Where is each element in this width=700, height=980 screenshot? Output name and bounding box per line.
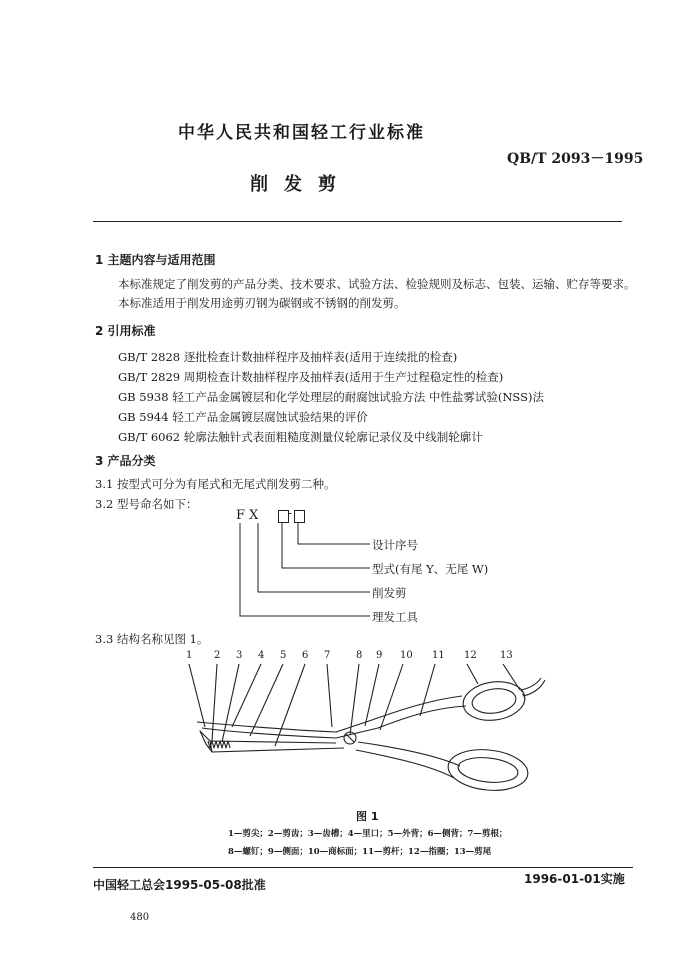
implementation-date: 1996-01-01实施 — [524, 872, 625, 886]
model-code-separator: - — [288, 506, 293, 520]
footer-divider — [93, 867, 633, 868]
figure-title: 图 1 — [356, 810, 379, 823]
figure-caption-line-1: 1—剪尖；2—剪齿；3—齿槽；4—里口；5—外背；6—侧背；7—剪根； — [228, 829, 508, 839]
approval-date: 中国轻工总会1995-05-08批准 — [93, 878, 266, 892]
reference-item: GB 5938 轻工产品金属镀层和化学处理层的耐腐蚀试验方法 中性盐雾试验(NSS)法 — [118, 390, 544, 404]
document-title: 削发剪 — [250, 174, 352, 195]
reference-item: GB/T 6062 轮廓法触针式表面粗糙度测量仪轮廓记录仪及中线制轮廓计 — [118, 430, 483, 444]
figure-caption-line-2: 8—螺钉；9—侧面；10—商标面；11—剪杆；12—指圈；13—剪尾 — [228, 847, 492, 857]
model-code-letters: F X — [236, 508, 259, 523]
part-number: 3 — [236, 650, 243, 661]
part-number: 10 — [400, 650, 413, 661]
reference-item: GB 5944 轻工产品金属镀层腐蚀试验结果的评价 — [118, 410, 368, 424]
model-label-hairdressing-tools: 理发工具 — [372, 610, 418, 624]
part-number: 6 — [302, 650, 309, 661]
page-number: 480 — [130, 912, 150, 923]
part-number: 13 — [500, 650, 513, 661]
part-number: 8 — [356, 650, 363, 661]
model-label-design-serial: 设计序号 — [372, 538, 418, 552]
reference-item: GB/T 2828 逐批检查计数抽样程序及抽样表(适用于连续批的检查) — [118, 350, 458, 364]
section-1-paragraph-2: 本标准适用于削发用途剪刃钢为碳钢或不锈钢的削发剪。 — [118, 296, 406, 310]
part-number: 7 — [324, 650, 331, 661]
section-1-paragraph-1: 本标准规定了削发剪的产品分类、技术要求、试验方法、检验规则及标志、包装、运输、贮存等要求。 — [118, 277, 636, 291]
reference-item: GB/T 2829 周期检查计数抽样程序及抽样表(适用于生产过程稳定性的检查) — [118, 370, 504, 384]
section-3-heading: 3 产品分类 — [95, 454, 156, 468]
section-1-heading: 1 主题内容与适用范围 — [95, 253, 216, 267]
model-label-thinning-scissors: 削发剪 — [372, 586, 407, 600]
part-number: 11 — [432, 650, 445, 661]
clause-3-1: 3.1 按型式可分为有尾式和无尾式削发剪二种。 — [95, 477, 336, 491]
standard-category-title: 中华人民共和国轻工行业标准 — [178, 123, 425, 143]
model-label-type: 型式(有尾 Y、无尾 W) — [372, 562, 489, 576]
part-number: 12 — [464, 650, 477, 661]
clause-3-3: 3.3 结构名称见图 1。 — [95, 632, 209, 646]
part-number: 9 — [376, 650, 383, 661]
part-number: 5 — [280, 650, 287, 661]
clause-3-2: 3.2 型号命名如下： — [95, 497, 198, 511]
standard-code: QB/T 2093－1995 — [507, 151, 644, 167]
section-2-heading: 2 引用标准 — [95, 324, 156, 338]
part-number: 2 — [214, 650, 221, 661]
part-number: 1 — [186, 650, 193, 661]
part-number: 4 — [258, 650, 265, 661]
